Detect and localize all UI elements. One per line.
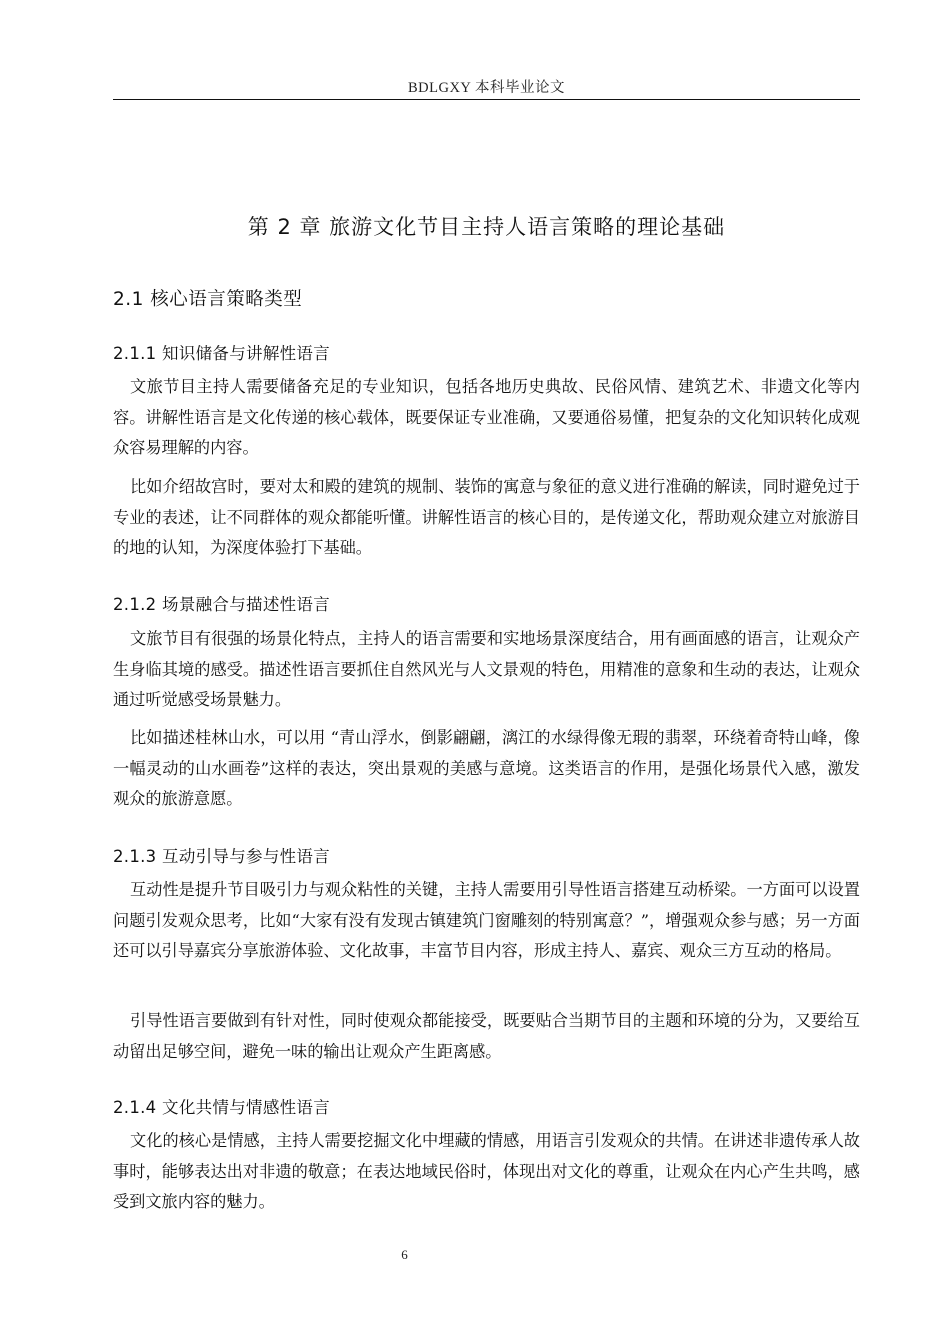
paragraph-2-1-3-b: 引导性语言要做到有针对性，同时使观众都能接受，既要贴合当期节目的主题和环境的分为，又要给互动留出足够空间，避免一味的输出让观众产生距离感。 — [113, 1011, 860, 1061]
paragraph-2-1-1-b: 比如介绍故宫时，要对太和殿的建筑的规制、装饰的寓意与象征的意义进行准确的解读，同时避免过于专业的表述，让不同群体的观众都能听懂。讲解性语言的核心目的，是传递文化，帮助观众建立对旅游目的地的认知，为深度体验打下基础。 — [113, 477, 860, 557]
paragraph-2-1-4-a: 文化的核心是情感，主持人需要挖掘文化中埋藏的情感，用语言引发观众的共情。在讲述非遗传承人故事时，能够表达出对非遗的敬意；在表达地域民俗时，体现出对文化的尊重，让观众在内心产生共鸣，感受到文旅内容的魅力。 — [113, 1131, 860, 1211]
paragraph-2-1-1-a: 文旅节目主持人需要储备充足的专业知识，包括各地历史典故、民俗风情、建筑艺术、非遗文化等内容。讲解性语言是文化传递的核心载体，既要保证专业准确，又要通俗易懂，把复杂的文化知识转化成观众容易理解的内容。 — [113, 377, 860, 457]
page-number: 6 — [401, 1247, 408, 1262]
subsection-heading-2-1-1: 2.1.1 知识储备与讲解性语言 — [113, 344, 331, 363]
paragraph-2-1-3-a: 互动性是提升节目吸引力与观众粘性的关键，主持人需要用引导性语言搭建互动桥梁。一方面可以设置问题引发观众思考，比如“大家有没有发现古镇建筑门窗雕刻的特别寓意？”，增强观众参与感；另一方面还可以引导嘉宾分享旅游体验、文化故事，丰富节目内容，形成主持人、嘉宾、观众三方互动的格局。 — [113, 880, 860, 960]
subsection-heading-2-1-4: 2.1.4 文化共情与情感性语言 — [113, 1098, 331, 1117]
chapter-title: 第 2 章 旅游文化节目主持人语言策略的理论基础 — [247, 215, 726, 239]
running-header: BDLGXY 本科毕业论文 — [407, 80, 565, 96]
paragraph-2-1-2-b: 比如描述桂林山水，可以用 “青山浮水，倒影翩翩，漓江的水绿得像无瑕的翡翠，环绕着奇特山峰，像一幅灵动的山水画卷”这样的表达，突出景观的美感与意境。这类语言的作用，是强化场景代入感，激发观众的旅游意愿。 — [113, 728, 860, 808]
header-divider — [113, 99, 860, 100]
section-heading-2-1: 2.1 核心语言策略类型 — [113, 289, 303, 310]
paragraph-2-1-2-a: 文旅节目有很强的场景化特点，主持人的语言需要和实地场景深度结合，用有画面感的语言，让观众产生身临其境的感受。描述性语言要抓住自然风光与人文景观的特色，用精准的意象和生动的表达，让观众通过听觉感受场景魅力。 — [113, 629, 860, 709]
subsection-heading-2-1-3: 2.1.3 互动引导与参与性语言 — [113, 847, 331, 866]
subsection-heading-2-1-2: 2.1.2 场景融合与描述性语言 — [113, 595, 331, 614]
